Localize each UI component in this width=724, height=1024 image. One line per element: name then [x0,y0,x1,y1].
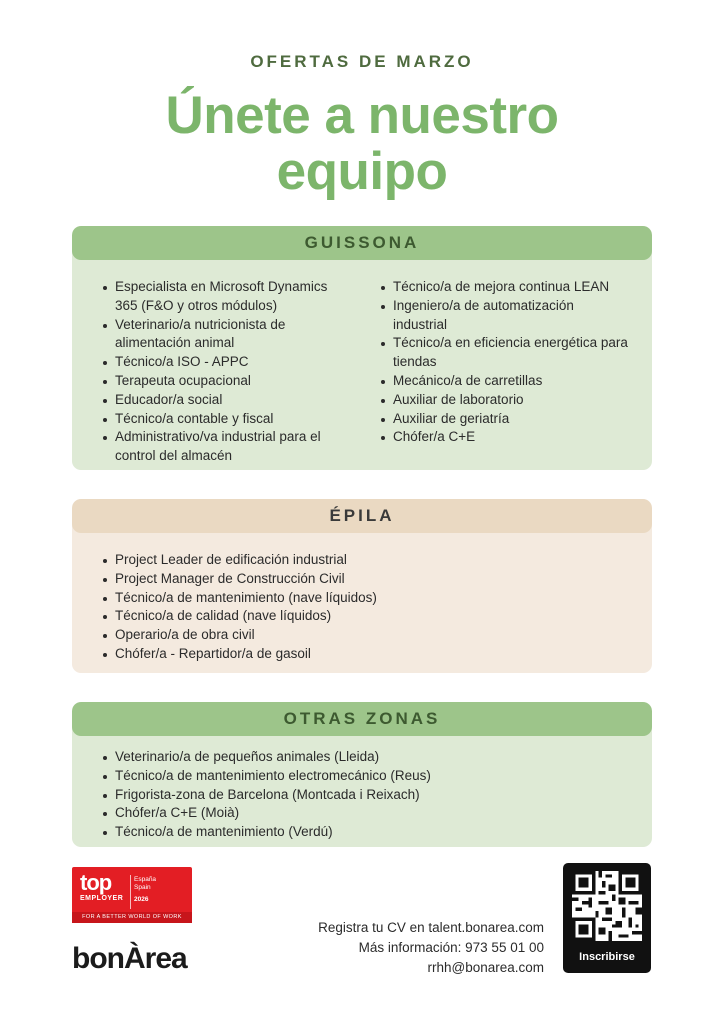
section-epila [72,499,652,673]
list-item: Técnico/a de mejora continua LEAN [379,278,629,297]
list-item: Project Manager de Construcción Civil [101,570,621,589]
list-item: Ingeniero/a de automatización industrial [379,297,629,335]
list-item: Técnico/a de mantenimiento electromecánico (Reus) [101,767,621,786]
otras-zonas-list [101,748,621,842]
bonarea-logo: bonÀrea [72,942,187,975]
list-item: Terapeuta ocupacional [101,372,351,391]
contact-email[interactable]: rrhh@bonarea.com [427,960,544,975]
list-item: Técnico/a de mantenimiento (nave líquidos) [101,589,621,608]
badge-country-es: España [134,876,157,883]
list-item: Operario/a de obra civil [101,626,621,645]
list-item: Auxiliar de geriatría [379,410,629,429]
section-title-otras-zonas: OTRAS ZONAS [72,702,652,736]
badge-divider [130,875,131,909]
list-item: Mecánico/a de carretillas [379,372,629,391]
badge-country [134,876,156,892]
list-item: Técnico/a de mantenimiento (Verdú) [101,823,621,842]
section-otras-zonas [72,702,652,847]
list-item: Técnico/a ISO - APPC [101,353,351,372]
list-item: Auxiliar de laboratorio [379,391,629,410]
epila-list [101,551,621,664]
qr-signup[interactable] [563,863,651,973]
contact-info [318,918,544,978]
eyebrow-title: OFERTAS DE MARZO [250,52,474,71]
badge-tagline: FOR A BETTER WORLD OF WORK [72,912,192,923]
list-item: Veterinario/a de pequeños animales (Lleida) [101,748,621,767]
badge-year: 2026 [134,896,149,903]
section-guissona [72,226,652,470]
list-item: Veterinario/a nutricionista de alimentación animal [101,316,351,354]
headline [0,88,724,200]
section-title-epila: ÉPILA [72,499,652,533]
qr-code-icon [572,871,642,941]
headline-line-2: equipo [276,142,448,201]
list-item: Frigorista-zona de Barcelona (Montcada i Reixach) [101,786,621,805]
badge-country-en: Spain [134,884,151,891]
top-employer-badge [72,867,192,923]
badge-employer-text: EMPLOYER [80,895,124,902]
list-item: Técnico/a contable y fiscal [101,410,351,429]
list-item: Administrativo/va industrial para el control del almacén [101,428,351,466]
list-item: Educador/a social [101,391,351,410]
list-item: Chófer/a - Repartidor/a de gasoil [101,645,621,664]
list-item: Especialista en Microsoft Dynamics 365 (F&O y otros módulos) [101,278,351,316]
contact-web[interactable]: Registra tu CV en talent.bonarea.com [318,920,544,935]
contact-phone[interactable]: Más información: 973 55 01 00 [358,940,544,955]
list-item: Chófer/a C+E [379,428,629,447]
headline-line-1: Únete a nuestro [165,86,559,145]
list-item: Project Leader de edificación industrial [101,551,621,570]
list-item: Técnico/a de calidad (nave líquidos) [101,607,621,626]
list-item: Técnico/a en eficiencia energética para tiendas [379,334,629,372]
qr-label[interactable]: Inscribirse [579,951,635,963]
guissona-list-right [379,278,629,447]
guissona-list-left [101,278,351,466]
list-item: Chófer/a C+E (Moià) [101,804,621,823]
badge-top-text: top [80,870,112,895]
section-title-guissona: GUISSONA [72,226,652,260]
